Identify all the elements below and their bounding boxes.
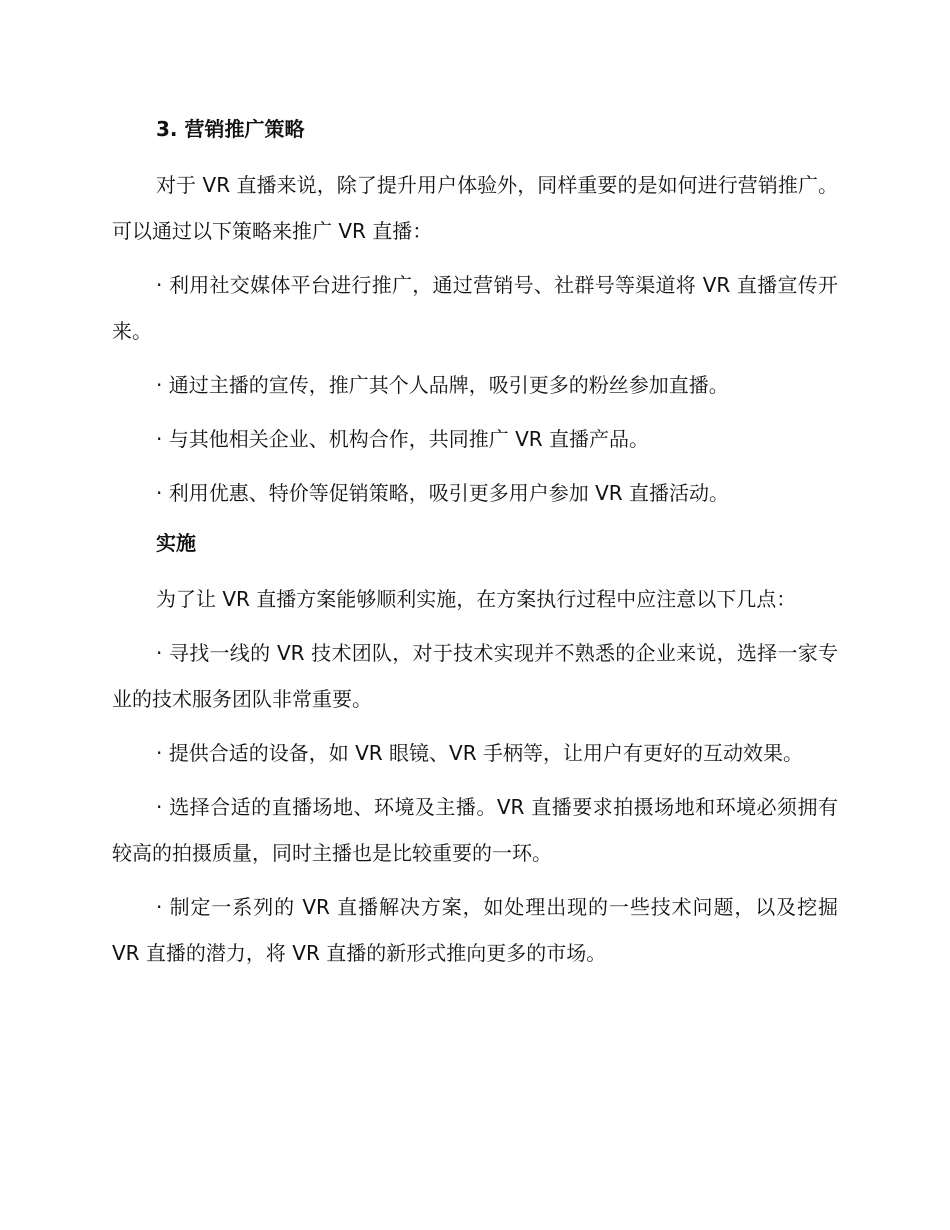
- document-page: [112, 110, 838, 984]
- list-item: · 与其他相关企业、机构合作，共同推广 VR 直播产品。: [156, 427, 650, 451]
- list-item: · 利用社交媒体平台进行推广，通过营销号、社群号等渠道将 VR 直播宣传开来。: [112, 273, 838, 343]
- list-item: · 利用优惠、特价等促销策略，吸引更多用户参加 VR 直播活动。: [156, 481, 730, 505]
- section-heading-marketing: 3. 营销推广策略: [156, 117, 305, 141]
- list-item: · 提供合适的设备，如 VR 眼镜、VR 手柄等，让用户有更好的互动效果。: [156, 741, 803, 765]
- list-item: · 制定一系列的 VR 直播解决方案，如处理出现的一些技术问题，以及挖掘 VR 直播的潜力，将 VR 直播的新形式推向更多的市场。: [112, 895, 838, 965]
- list-item: · 通过主播的宣传，推广其个人品牌，吸引更多的粉丝参加直播。: [156, 373, 729, 397]
- list-item: · 寻找一线的 VR 技术团队，对于技术实现并不熟悉的企业来说，选择一家专业的技术服务团队非常重要。: [112, 641, 838, 711]
- paragraph-implementation: 为了让 VR 直播方案能够顺利实施，在方案执行过程中应注意以下几点：: [156, 587, 797, 611]
- list-item: · 选择合适的直播场地、环境及主播。VR 直播要求拍摄场地和环境必须拥有较高的拍摄质量，同时主播也是比较重要的一环。: [112, 795, 838, 865]
- paragraph-intro: 对于 VR 直播来说，除了提升用户体验外，同样重要的是如何进行营销推广。可以通过以下策略来推广 VR 直播：: [112, 173, 838, 243]
- section-heading-implementation: 实施: [156, 531, 196, 555]
